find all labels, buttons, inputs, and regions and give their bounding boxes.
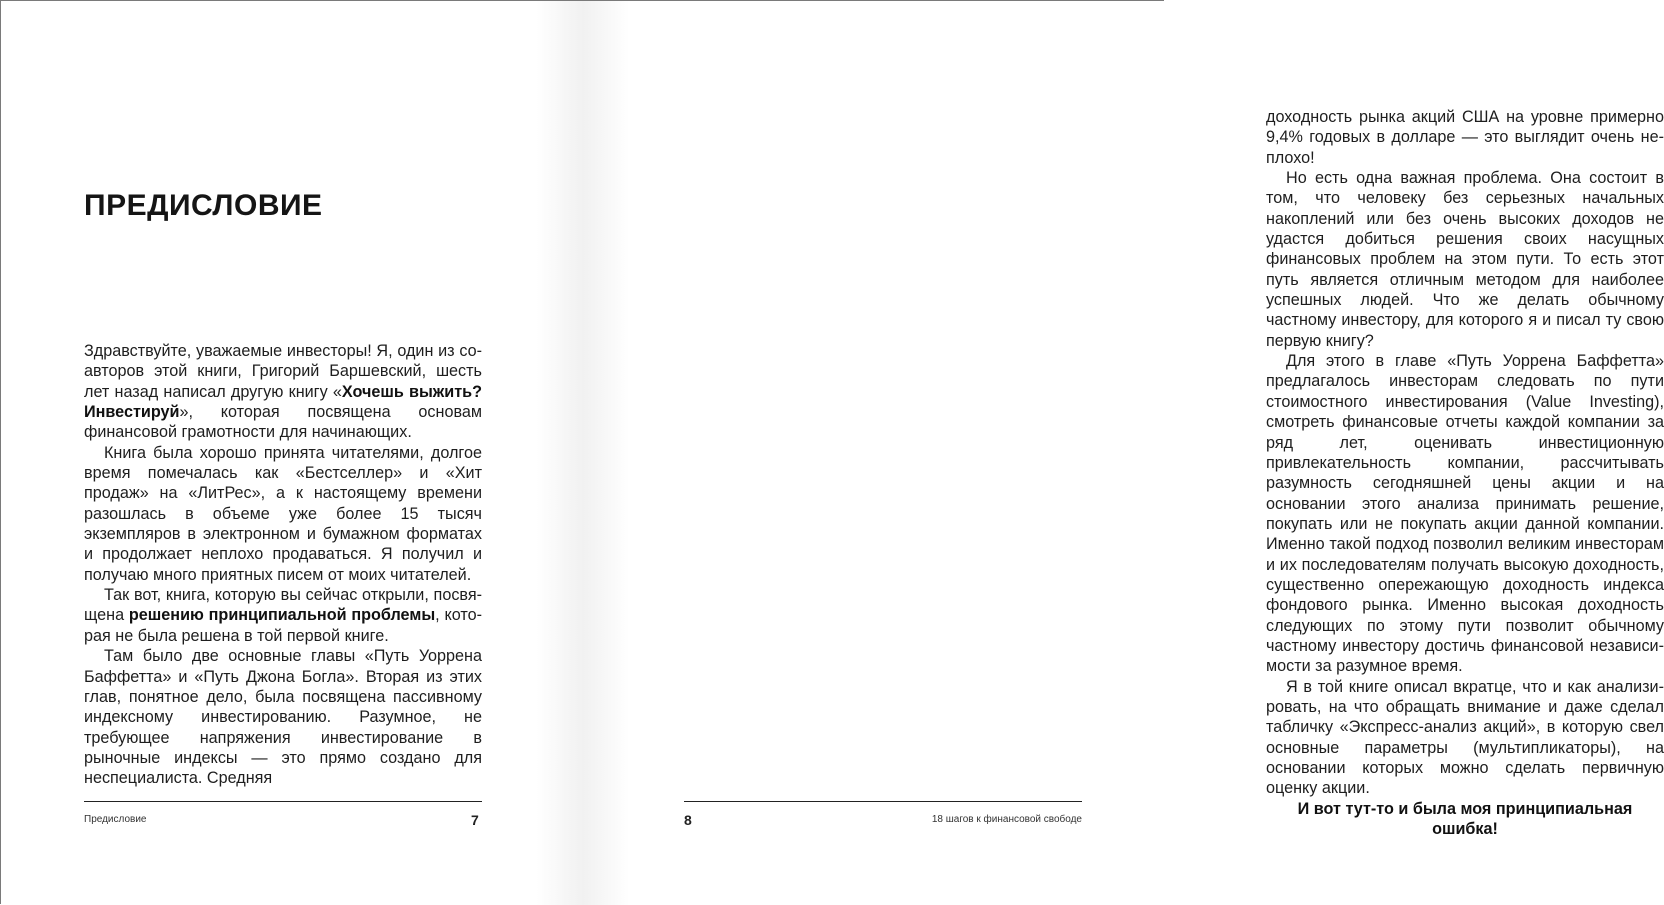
chapter-title: ПРЕДИСЛОВИЕ bbox=[84, 189, 323, 222]
paragraph: Я в той книге описал вкратце, что и как анализировать, на что обращать внимание и даже сделал табличку «Экспресс-анализ акций», в которую свел основные параметры (мультипликаторы), на основании которых можно сделать первичную оценку акции. bbox=[1266, 677, 1664, 798]
footer-rule bbox=[84, 801, 482, 802]
page-number: 7 bbox=[471, 812, 479, 828]
paragraph: Книга была хорошо принята читателями, долгое время помечалась как «Бестселлер» и «Хит продаж» на «ЛитРес», а к настоящему времени разошлась в объеме уже более 15 тысяч экземпляров в электронном и бумажном форматах и продолжает неплохо продаваться. Я получил и получаю много приятных писем от моих читателей. bbox=[84, 443, 482, 584]
page-number: 8 bbox=[684, 812, 692, 828]
paragraph-text: , которая не была решена в той первой книге. bbox=[84, 606, 482, 645]
paragraph: доходность рынка акций США на уровне примерно 9,4% годовых в долларе — это выглядит очень неплохо! bbox=[1266, 108, 1664, 167]
paragraph-text: Так вот, книга, которую вы сейчас открыли, посвящена bbox=[84, 586, 482, 625]
paragraph-text: », которая посвящена основам финансовой грамотности для начинающих. bbox=[84, 403, 482, 442]
right-page-body bbox=[1266, 107, 1664, 839]
running-footer-label: 18 шагов к финансовой свободе bbox=[931, 814, 1082, 825]
paragraph: Для этого в главе «Путь Уоррена Баффетта» предлагалось инвесторам следовать по пути стоимостного инвестирования (Value Investing), смотреть финансовые отчеты каждой компании за ряд лет, оценивать инвестиционную привлекательность компании, рассчитывать разумность сегодняшней цены акции и на основании этого анализа принимать решение, покупать или не покупать акции данной компании. Именно такой подход позволил великим инвесторам и их последователям получать высокую доходность, существенно опережающую доходность индекса фондового рынка. Именно высокая доходность следующих по этому пути позволит обычному частному инвестору достичь финансовой независимости за разумное время. bbox=[1266, 352, 1664, 676]
paragraph bbox=[84, 585, 482, 646]
left-page bbox=[1, 1, 583, 905]
paragraph: Там было две основные главы «Путь Уоррена Баффетта» и «Путь Джона Богла». Вторая из этих глав, понятное дело, была посвящена пассивному индексному инвестированию. Разумное, не требующее напряжения инвестирование в рыночные индексы — это прямо создано для неспециалиста. Средняя bbox=[84, 647, 482, 788]
running-footer-label: Предисловие bbox=[84, 814, 147, 825]
paragraph-bold-conclusion bbox=[1266, 799, 1664, 840]
paragraph: Но есть одна важная проблема. Она состоит в том, что человеку без серьезных начальных накоплений или без очень высоких доходов не удастся добиться решения своих насущных финансовых проблем на этом пути. То есть этот путь является отличным методом для наиболее успешных людей. Что же делать обычному частному инвестору, для которого я и писал ту свою первую книгу? bbox=[1266, 169, 1664, 350]
paragraph bbox=[84, 341, 482, 443]
emphasis-bold: решению принципиальной проблемы bbox=[128, 606, 436, 625]
book-title-bold: Хочешь выжить? Инвестируй bbox=[84, 382, 482, 422]
footer-rule bbox=[684, 801, 1082, 802]
emphasis-bold: И вот тут-то и была моя принципиальная ошибка! bbox=[1297, 799, 1633, 839]
paragraph-text: Здравствуйте, уважаемые инвесторы! Я, один из соавторов этой книги, Григорий Баршевский, шесть лет назад написал другую книгу « bbox=[84, 342, 482, 401]
right-page bbox=[583, 1, 1664, 905]
left-page-body bbox=[84, 341, 482, 789]
